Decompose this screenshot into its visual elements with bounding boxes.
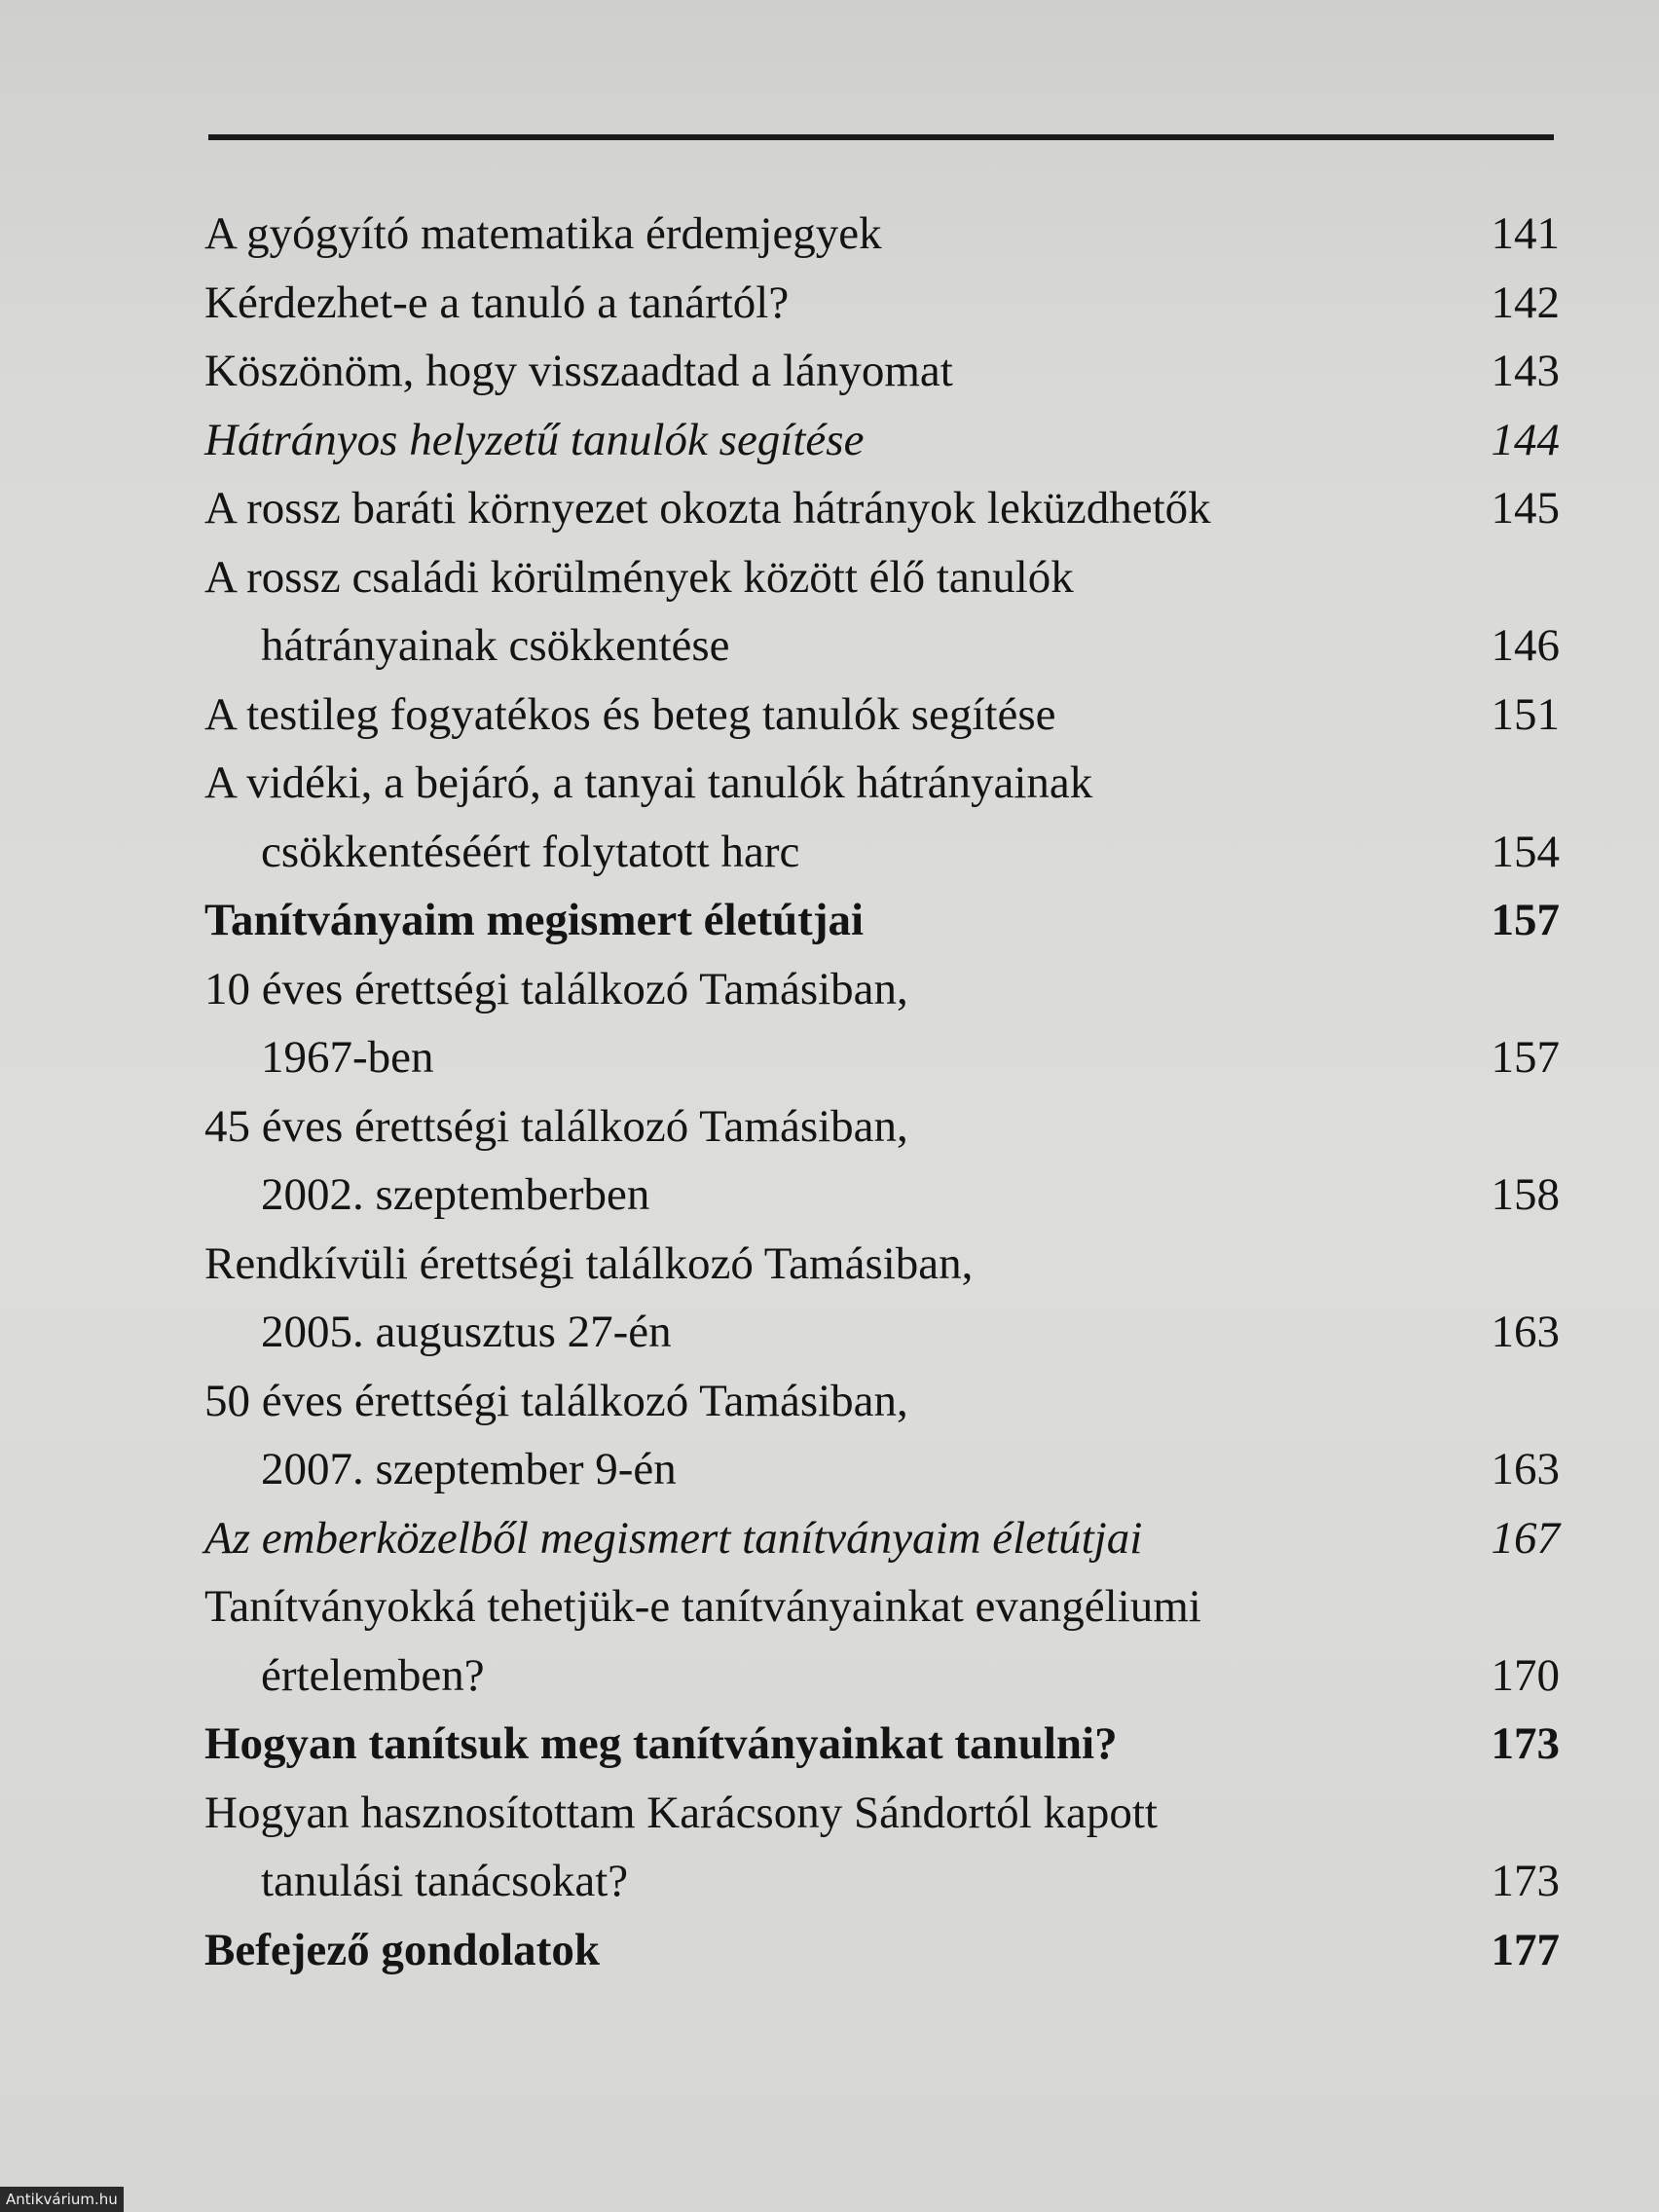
toc-entry: [204, 611, 1560, 681]
toc-entry: [204, 474, 1560, 543]
toc-entry-title: Tanítványaim megismert életútjai: [204, 895, 865, 945]
toc-entry-title: Az emberközelből megismert tanítványaim életútjai: [204, 1512, 1143, 1564]
toc-entry: [204, 1092, 1560, 1161]
toc-entry-page: 157: [1491, 1032, 1560, 1083]
toc-entry: [204, 200, 1560, 269]
toc-entry: [204, 1435, 1560, 1504]
toc-entry-title: A rossz családi körülmények között élő tanulók: [204, 551, 1074, 603]
toc-entry-title: Tanítványokká tehetjük-e tanítványainkat evangéliumi: [204, 1581, 1201, 1632]
toc-entry: [204, 406, 1560, 475]
toc-entry-page: 154: [1491, 826, 1560, 877]
toc-entry-title: 2005. augusztus 27-én: [261, 1307, 672, 1357]
toc-entry-title: tanulási tanácsokat?: [261, 1856, 629, 1906]
toc-entry-title: 45 éves érettségi találkozó Tamásiban,: [204, 1100, 908, 1152]
toc-entry: [204, 818, 1560, 887]
toc-entry-title: 2007. szeptember 9-én: [261, 1444, 677, 1494]
toc-entry-title: A testileg fogyatékos és beteg tanulók segítése: [204, 688, 1056, 740]
toc-entry: [204, 1230, 1560, 1299]
toc-entry-title: Kérdezhet-e a tanuló a tanártól?: [204, 276, 790, 328]
toc-entry-page: 146: [1491, 620, 1560, 671]
toc-entry: [204, 1367, 1560, 1436]
toc-entry-title: Hogyan hasznosítottam Karácsony Sándortól kapott: [204, 1787, 1158, 1838]
toc-entry: [204, 269, 1560, 338]
toc-entry-page: 157: [1491, 895, 1560, 945]
toc-entry: [204, 1298, 1560, 1367]
toc-entry: [204, 337, 1560, 406]
toc-entry-page: 142: [1491, 276, 1560, 328]
toc-entry-page: 163: [1491, 1444, 1560, 1494]
toc-entry-title: Köszönöm, hogy visszaadtad a lányomat: [204, 346, 953, 396]
toc-entry-page: 173: [1491, 1856, 1560, 1906]
header-rule: [208, 134, 1554, 140]
toc-entry: [204, 1847, 1560, 1916]
toc-entry-title: A vidéki, a bejáró, a tanyai tanulók hátrányainak: [204, 757, 1093, 808]
toc-entry-title: A gyógyító matematika érdemjegyek: [204, 208, 882, 259]
toc-entry-title: 2002. szeptemberben: [261, 1169, 650, 1220]
toc-entry-page: 173: [1491, 1718, 1560, 1769]
toc-entry-page: 167: [1491, 1512, 1560, 1564]
toc-entry-page: 170: [1491, 1649, 1560, 1701]
toc-entry-page: 144: [1491, 414, 1560, 465]
toc-entry-title: értelemben?: [261, 1649, 485, 1701]
toc-entry-title: Hátrányos helyzetű tanulók segítése: [204, 414, 865, 465]
toc-entry: [204, 1641, 1560, 1711]
toc-entry-page: 143: [1491, 346, 1560, 396]
toc-entry-page: 145: [1491, 483, 1560, 534]
toc-entry-page: 177: [1491, 1924, 1560, 1975]
toc-entry: [204, 1710, 1560, 1779]
toc-entry-title: Rendkívüli érettségi találkozó Tamásiban,: [204, 1237, 974, 1289]
toc-entry: [204, 1161, 1560, 1230]
toc-entry: [204, 886, 1560, 955]
toc-entry: [204, 955, 1560, 1024]
toc-entry: [204, 1779, 1560, 1848]
toc-entry-title: Hogyan tanítsuk meg tanítványainkat tanulni?: [204, 1718, 1118, 1769]
toc-entry-page: 163: [1491, 1307, 1560, 1357]
toc-entry: [204, 1504, 1560, 1573]
toc-entry-page: 141: [1491, 208, 1560, 259]
toc-entry: [204, 1916, 1560, 1985]
toc-entry-page: 151: [1491, 688, 1560, 740]
toc-entry-page: 158: [1491, 1169, 1560, 1220]
toc-entry-title: csökkentéséért folytatott harc: [261, 826, 800, 877]
toc-entry-title: 10 éves érettségi találkozó Tamásiban,: [204, 963, 908, 1014]
toc-entry-title: A rossz baráti környezet okozta hátrányok leküzdhetők: [204, 483, 1211, 534]
watermark-logo: Antikvárium.hu: [0, 2187, 124, 2212]
toc-entry: [204, 1572, 1560, 1641]
toc-entry-title: 1967-ben: [261, 1032, 434, 1083]
toc-entry: [204, 1023, 1560, 1092]
toc-entry-title: 50 éves érettségi találkozó Tamásiban,: [204, 1375, 908, 1426]
toc-entry: [204, 543, 1560, 612]
toc-entry-title: hátrányainak csökkentése: [261, 620, 730, 671]
toc-entry-title: Befejező gondolatok: [204, 1924, 600, 1975]
table-of-contents: [204, 200, 1560, 1984]
toc-entry: [204, 681, 1560, 750]
toc-entry: [204, 749, 1560, 818]
